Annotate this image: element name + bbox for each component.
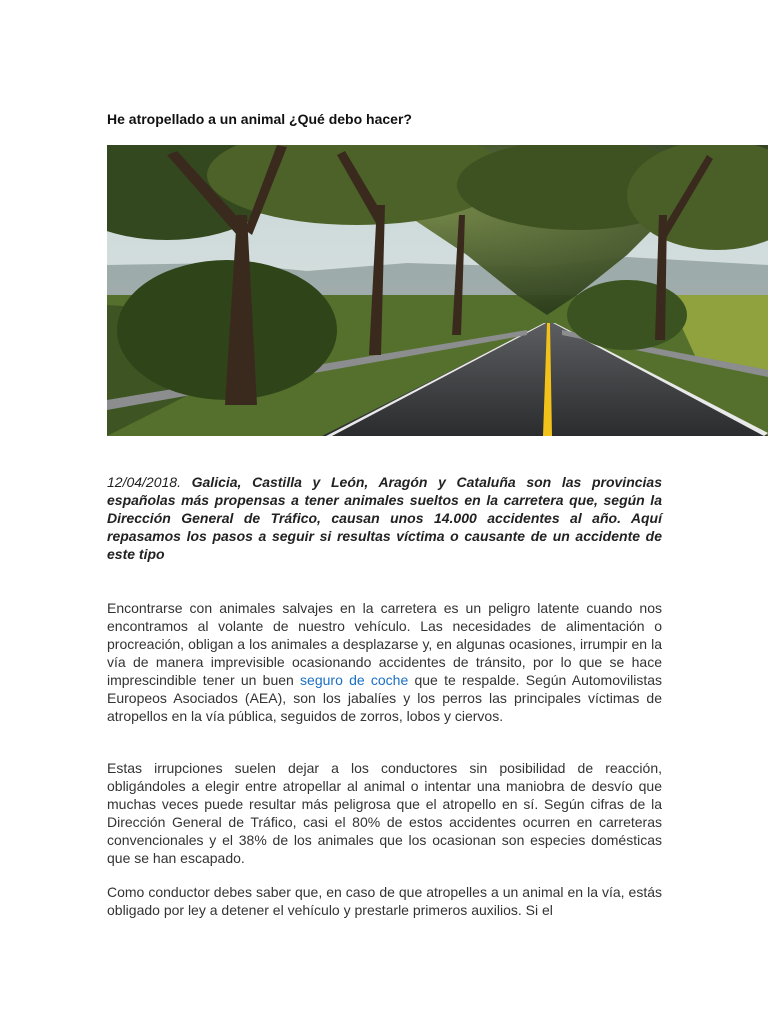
hero-image (107, 145, 768, 436)
lead-summary: Galicia, Castilla y León, Aragón y Cataluña son las provincias españolas más propensas a tener animales sueltos en la carretera que, según la Dirección General de Tráfico, causan unos 14.000 accidentes al año. Aquí repasamos los pasos a seguir si resultas víctima o causante de un accidente de este tipo (107, 474, 663, 562)
article-lead (107, 473, 662, 563)
paragraph-1-text-b: que te respalde. Según Automovilistas Europeos Asociados (AEA), son los jabalíes y los perros las principales víctimas de atropellos en la vía pública, seguidos de zorros, lobos y ciervos. (107, 672, 662, 724)
paragraph-3: Como conductor debes saber que, en caso de que atropelles a un animal en la vía, estás obligado por ley a detener el vehículo y prestarle primeros auxilios. Si el (107, 884, 662, 918)
page-title: He atropellado a un animal ¿Qué debo hacer? (107, 111, 412, 127)
car-insurance-link[interactable]: seguro de coche (300, 672, 409, 688)
paragraph-1-text-a: Encontrarse con animales salvajes en la carretera es un peligro latente cuando nos encontramos al volante de nuestro vehículo. Las necesidades de alimentación o procreación, obligan a los animales a desplazarse y, en algunas ocasiones, irrumpir en la vía de manera imprevisible ocasionando accidentes de tránsito, por lo que se hace imprescindible tener un buen (107, 600, 662, 688)
road-illustration (107, 145, 768, 436)
article-date: 12/04/2018. (107, 474, 181, 490)
paragraph-2: Estas irrupciones suelen dejar a los conductores sin posibilidad de reacción, obligándoles a elegir entre atropellar al animal o intentar una maniobra de desvío que muchas veces puede resultar más peligrosa que el atropello en sí. Según cifras de la Dirección General de Tráfico, casi el 80% de estos accidentes ocurren en carreteras convencionales y el 38% de los animales que los ocasionan son especies domésticas que se han escapado. (107, 760, 662, 866)
paragraph-1 (107, 599, 662, 725)
